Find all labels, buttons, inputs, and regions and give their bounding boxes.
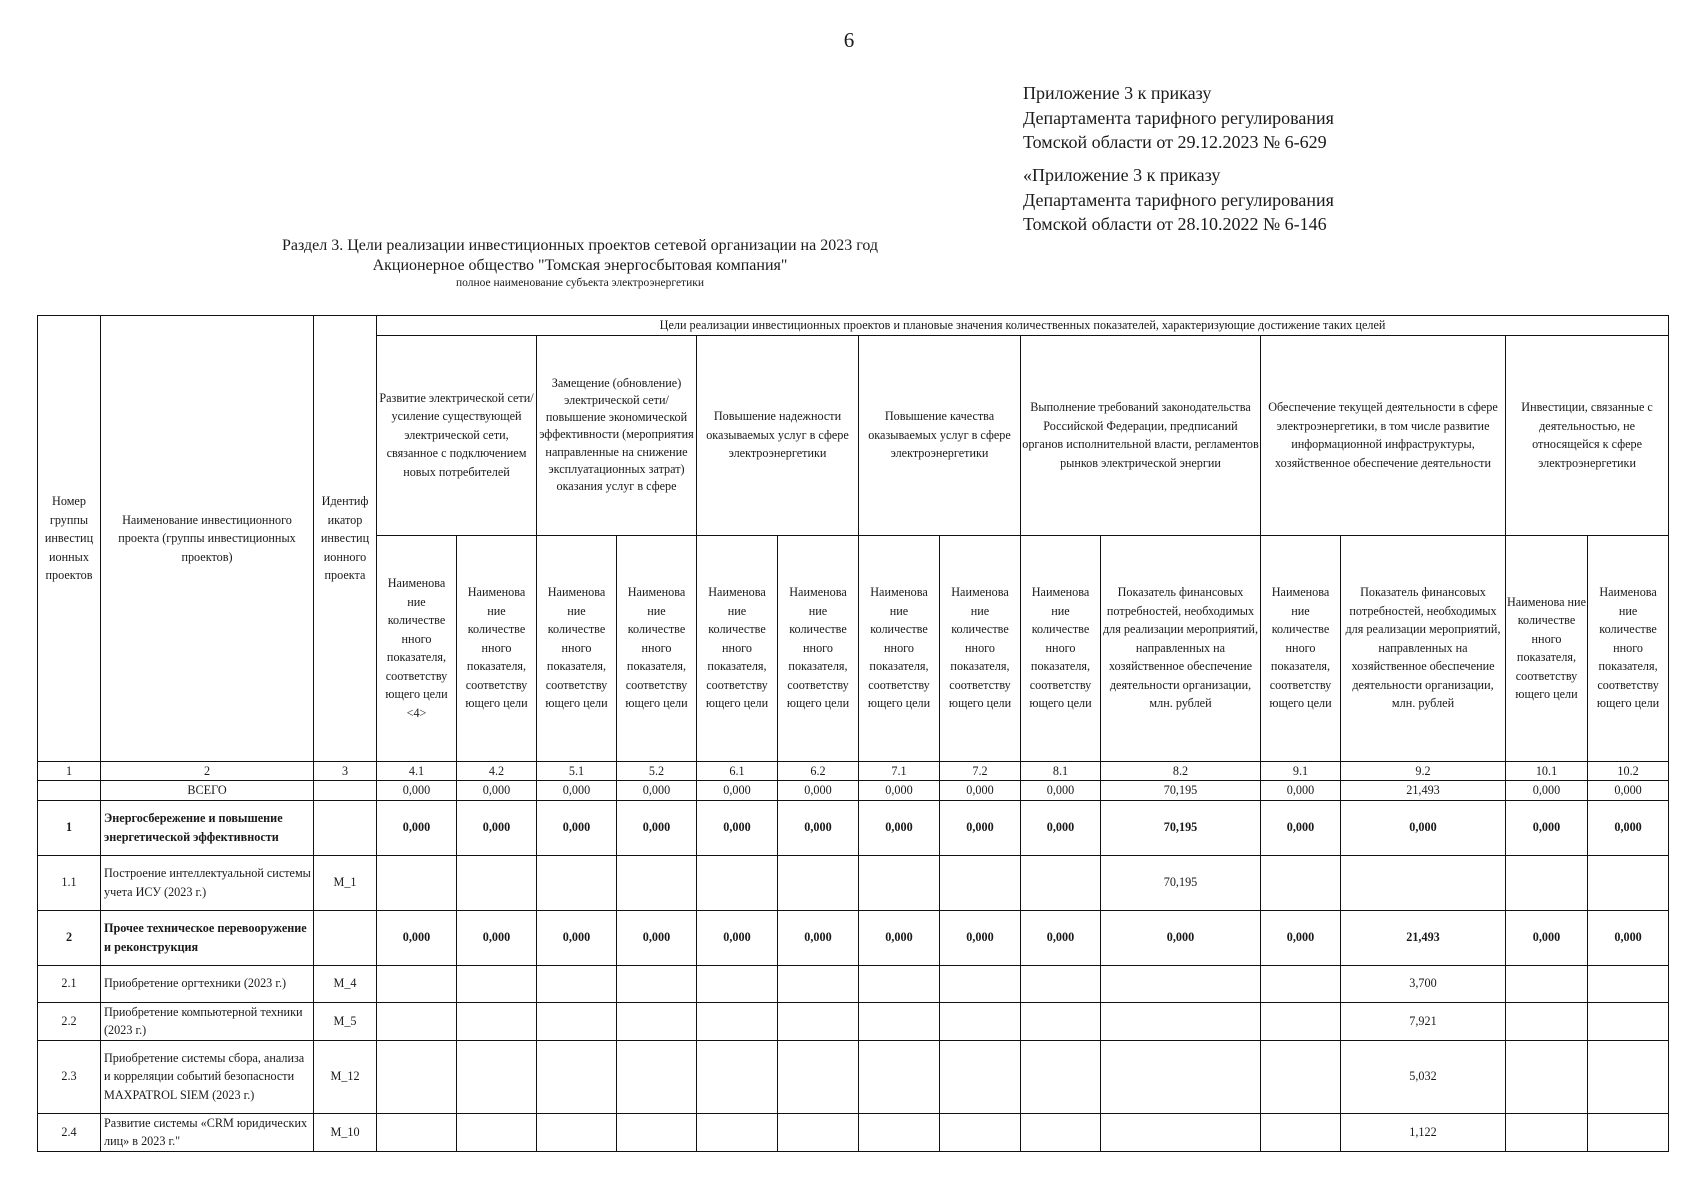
row-value [457,1040,537,1113]
total-value: 0,000 [617,781,697,801]
row-value [697,1002,778,1040]
row-value [377,1040,457,1113]
row-project-name: Энергосбережение и повышение энергетической эффективности [101,800,314,855]
row-value [1021,1113,1101,1151]
row-value [940,1113,1021,1151]
total-value: 0,000 [1588,781,1669,801]
row-value: 0,000 [457,800,537,855]
row-project-name: Приобретение системы сбора, анализа и корреляции событий безопасности MAXPATROL SIEM (2023 г.) [101,1040,314,1113]
row-value [537,1002,617,1040]
row-identifier [314,910,377,965]
row-value [537,1040,617,1113]
total-value: 0,000 [1261,781,1341,801]
header-project-identifier: Идентиф икатор инвестиц ионного проекта [314,316,377,762]
row-identifier [314,800,377,855]
total-value: 0,000 [940,781,1021,801]
row-value [778,1040,859,1113]
row-value [1506,1113,1588,1151]
header-indicator-9-2: Показатель финансовых потребностей, необходимых для реализации мероприятий, направленных на хозяйственное обеспечение деятельности организации, млн. рублей [1341,535,1506,761]
header-indicator-6-1: Наименова ние количестве нного показателя, соответству ющего цели [697,535,778,761]
row-value [617,1113,697,1151]
row-value: 0,000 [537,910,617,965]
row-value [1588,1040,1669,1113]
row-value: 0,000 [617,910,697,965]
header-goal-10: Инвестиции, связанные с деятельностью, не относящейся к сфере электроэнергетики [1506,335,1669,535]
row-value [697,965,778,1002]
row-project-name: Приобретение компьютерной техники (2023 г.) [101,1002,314,1040]
column-number: 5.1 [537,761,617,781]
row-value [778,1113,859,1151]
header-goal-6: Повышение надежности оказываемых услуг в сфере электроэнергетики [697,335,859,535]
row-value [940,855,1021,910]
row-value [537,855,617,910]
row-value [697,855,778,910]
header-project-name: Наименование инвестиционного проекта (группы инвестиционных проектов) [101,316,314,762]
row-value [859,855,940,910]
row-value: 0,000 [697,800,778,855]
row-value [1021,855,1101,910]
total-row-num [38,781,101,801]
row-value: 0,000 [778,910,859,965]
column-number: 10.2 [1588,761,1669,781]
investment-goals-table [37,315,1669,1152]
row-value [1021,965,1101,1002]
row-value [1261,855,1341,910]
row-value: 0,000 [1021,800,1101,855]
column-number: 3 [314,761,377,781]
row-value: 0,000 [1588,800,1669,855]
header-indicator-5-2: Наименова ние количестве нного показателя, соответству ющего цели [617,535,697,761]
row-number: 2.2 [38,1002,101,1040]
header-indicator-8-1: Наименова ние количестве нного показателя, соответству ющего цели [1021,535,1101,761]
column-number-row [38,761,1669,781]
row-number: 2.3 [38,1040,101,1113]
row-number: 2 [38,910,101,965]
row-value [1261,965,1341,1002]
column-number: 6.1 [697,761,778,781]
row-value: 70,195 [1101,800,1261,855]
company-name-caption: полное наименование субъекта электроэнергетики [456,277,704,289]
table-row [38,1002,1669,1040]
row-value [1101,965,1261,1002]
row-value [1588,1113,1669,1151]
row-value [617,1002,697,1040]
table-row [38,800,1669,855]
row-value [1261,1113,1341,1151]
row-value [1588,1002,1669,1040]
column-number: 2 [101,761,314,781]
row-value: 0,000 [697,910,778,965]
row-value [457,1113,537,1151]
row-identifier: M_1 [314,855,377,910]
total-value: 0,000 [778,781,859,801]
row-value [617,965,697,1002]
row-value: 0,000 [537,800,617,855]
total-value: 0,000 [537,781,617,801]
column-number: 8.2 [1101,761,1261,781]
row-value: 21,493 [1341,910,1506,965]
row-value [1506,1040,1588,1113]
header-indicator-10-1: Наименова ние количестве нного показателя, соответству ющего цели [1506,535,1588,761]
row-value [457,1002,537,1040]
annex-line: Департамента тарифного регулирования [1023,189,1334,210]
row-identifier: M_10 [314,1113,377,1151]
row-number: 1 [38,800,101,855]
row-value: 0,000 [617,800,697,855]
row-value: 0,000 [457,910,537,965]
row-value: 1,122 [1341,1113,1506,1151]
header-group-number: Номер группы инвестиц ионных проектов [38,316,101,762]
annex-line: Приложение 3 к приказу [1023,83,1212,103]
total-value: 0,000 [859,781,940,801]
row-value [778,1002,859,1040]
header-goal-5: Замещение (обновление) электрической сети/повышение экономической эффективности (мероприятия направленные на снижение эксплуатационных затрат) оказания услуг в сфере [537,335,697,535]
section-heading [230,236,930,291]
row-value [377,1002,457,1040]
row-value: 0,000 [1021,910,1101,965]
header-indicator-4-2: Наименова ние количестве нного показателя, соответству ющего цели [457,535,537,761]
table-row [38,965,1669,1002]
total-row [38,781,1669,801]
row-value [1021,1002,1101,1040]
row-value: 70,195 [1101,855,1261,910]
table-row [38,1040,1669,1113]
annex-line: Департамента тарифного регулирования [1023,107,1334,128]
row-value [1101,1040,1261,1113]
row-value [1588,965,1669,1002]
header-indicator-7-2: Наименова ние количестве нного показателя, соответству ющего цели [940,535,1021,761]
header-goal-4: Развитие электрической сети/усиление существующей электрической сети, связанное с подключением новых потребителей [377,335,537,535]
annex-line: Томской области от 29.12.2023 № 6-629 [1023,132,1327,152]
annex-line: «Приложение 3 к приказу [1023,165,1221,185]
total-value: 0,000 [1506,781,1588,801]
table-row [38,910,1669,965]
row-value [778,965,859,1002]
row-project-name: Прочее техническое перевооружение и реконструкция [101,910,314,965]
row-value [1261,1002,1341,1040]
row-value: 0,000 [377,800,457,855]
row-value [1101,1002,1261,1040]
row-value [617,855,697,910]
row-value: 7,921 [1341,1002,1506,1040]
header-indicator-10-2: Наименова ние количестве нного показателя, соответству ющего цели [1588,535,1669,761]
row-value [377,855,457,910]
row-value: 0,000 [940,910,1021,965]
column-number: 8.1 [1021,761,1101,781]
row-value [617,1040,697,1113]
page-number: 6 [843,28,855,52]
row-value [778,855,859,910]
row-number: 1.1 [38,855,101,910]
row-value [537,965,617,1002]
row-value [457,965,537,1002]
column-number: 1 [38,761,101,781]
total-value: 0,000 [1021,781,1101,801]
header-goal-8: Выполнение требований законодательства Российской Федерации, предписаний органов исполнительной власти, регламентов рынков электрической энергии [1021,335,1261,535]
row-value: 0,000 [940,800,1021,855]
column-number: 7.2 [940,761,1021,781]
row-value [377,965,457,1002]
row-value [377,1113,457,1151]
total-label: ВСЕГО [101,781,314,801]
header-indicator-6-2: Наименова ние количестве нного показателя, соответству ющего цели [778,535,859,761]
row-value: 0,000 [859,800,940,855]
row-project-name: Развитие системы «CRM юридических лиц» в 2023 г." [101,1113,314,1151]
header-indicator-4-1: Наименова ние количестве нного показателя, соответству ющего цели <4> [377,535,457,761]
total-row-id [314,781,377,801]
header-goal-9: Обеспечение текущей деятельности в сфере электроэнергетики, в том числе развитие информационной инфраструктуры, хозяйственное обеспечение деятельности [1261,335,1506,535]
row-value [1261,1040,1341,1113]
annex-line: Томской области от 28.10.2022 № 6-146 [1023,214,1327,234]
table-row [38,855,1669,910]
row-value: 0,000 [377,910,457,965]
column-number: 5.2 [617,761,697,781]
column-number: 10.1 [1506,761,1588,781]
row-project-name: Приобретение оргтехники (2023 г.) [101,965,314,1002]
row-value [940,1002,1021,1040]
row-value [940,1040,1021,1113]
row-value: 0,000 [1506,910,1588,965]
row-value [1341,855,1506,910]
column-number: 7.1 [859,761,940,781]
row-value [537,1113,617,1151]
row-value: 0,000 [1506,800,1588,855]
column-number: 4.1 [377,761,457,781]
company-name: Акционерное общество "Томская энергосбытовая компания" [372,257,788,274]
row-value [1588,855,1669,910]
row-value [1506,965,1588,1002]
row-value [1506,1002,1588,1040]
row-value [859,1113,940,1151]
header-indicator-5-1: Наименова ние количестве нного показателя, соответству ющего цели [537,535,617,761]
column-number: 6.2 [778,761,859,781]
column-number: 9.1 [1261,761,1341,781]
row-value: 0,000 [859,910,940,965]
row-value: 0,000 [1588,910,1669,965]
row-value: 0,000 [1261,910,1341,965]
header-indicator-8-2: Показатель финансовых потребностей, необходимых для реализации мероприятий, направленных на хозяйственное обеспечение деятельности организации, млн. рублей [1101,535,1261,761]
row-value [697,1040,778,1113]
row-value [1021,1040,1101,1113]
row-number: 2.4 [38,1113,101,1151]
row-value [859,965,940,1002]
table-row [38,1113,1669,1151]
row-identifier: M_5 [314,1002,377,1040]
row-project-name: Построение интеллектуальной системы учета ИСУ (2023 г.) [101,855,314,910]
total-value: 21,493 [1341,781,1506,801]
total-value: 0,000 [697,781,778,801]
row-value: 5,032 [1341,1040,1506,1113]
row-value [697,1113,778,1151]
row-value [457,855,537,910]
row-value [1506,855,1588,910]
row-value: 0,000 [778,800,859,855]
header-goal-7: Повышение качества оказываемых услуг в сфере электроэнергетики [859,335,1021,535]
column-number: 4.2 [457,761,537,781]
row-value [940,965,1021,1002]
row-value: 0,000 [1261,800,1341,855]
row-value: 0,000 [1341,800,1506,855]
row-number: 2.1 [38,965,101,1002]
section-title: Раздел 3. Цели реализации инвестиционных проектов сетевой организации на 2023 год [281,237,879,254]
row-identifier: M_12 [314,1040,377,1113]
row-value [859,1040,940,1113]
row-value [1101,1113,1261,1151]
row-identifier: M_4 [314,965,377,1002]
header-indicator-7-1: Наименова ние количестве нного показателя, соответству ющего цели [859,535,940,761]
total-value: 0,000 [457,781,537,801]
header-indicator-9-1: Наименова ние количестве нного показателя, соответству ющего цели [1261,535,1341,761]
header-goals: Цели реализации инвестиционных проектов и плановые значения количественных показателей, характеризующие достижение таких целей [377,316,1669,336]
annex-header-previous [1023,163,1334,237]
total-value: 0,000 [377,781,457,801]
row-value: 3,700 [1341,965,1506,1002]
row-value: 0,000 [1101,910,1261,965]
row-value [859,1002,940,1040]
annex-header-current [1023,81,1334,155]
column-number: 9.2 [1341,761,1506,781]
total-value: 70,195 [1101,781,1261,801]
